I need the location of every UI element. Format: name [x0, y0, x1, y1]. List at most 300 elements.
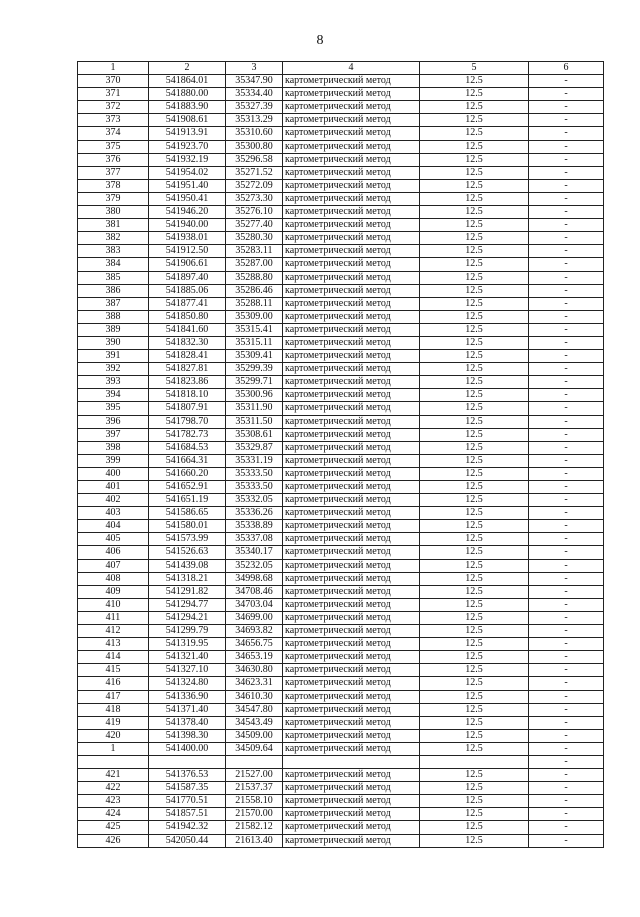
note-cell: - [529, 415, 604, 428]
table-row [78, 323, 604, 336]
method-cell: картометрический метод [283, 520, 420, 533]
accuracy-cell: 12.5 [420, 481, 529, 494]
accuracy-cell: 12.5 [420, 428, 529, 441]
x-coordinate-cell: 541660.20 [149, 467, 226, 480]
accuracy-cell: 12.5 [420, 821, 529, 834]
method-cell: картометрический метод [283, 507, 420, 520]
note-cell: - [529, 219, 604, 232]
note-cell: - [529, 769, 604, 782]
y-coordinate-cell: 35300.80 [226, 140, 283, 153]
table-row [78, 677, 604, 690]
table-row [78, 467, 604, 480]
y-coordinate-cell: 34998.68 [226, 572, 283, 585]
note-cell: - [529, 559, 604, 572]
accuracy-cell: 12.5 [420, 310, 529, 323]
note-cell: - [529, 467, 604, 480]
x-coordinate-cell: 541319.95 [149, 638, 226, 651]
table-row [78, 834, 604, 847]
x-coordinate-cell: 541299.79 [149, 625, 226, 638]
method-cell: картометрический метод [283, 127, 420, 140]
method-cell: картометрический метод [283, 494, 420, 507]
note-cell: - [529, 284, 604, 297]
y-coordinate-cell: 34543.49 [226, 716, 283, 729]
table-row [78, 192, 604, 205]
table-row [78, 454, 604, 467]
accuracy-cell: 12.5 [420, 834, 529, 847]
page-number: 8 [316, 33, 324, 48]
y-coordinate-cell: 35338.89 [226, 520, 283, 533]
x-coordinate-cell: 541321.40 [149, 651, 226, 664]
x-coordinate-cell: 541828.41 [149, 350, 226, 363]
point-number-cell: 382 [78, 232, 149, 245]
point-number-cell: 424 [78, 808, 149, 821]
y-coordinate-cell: 35347.90 [226, 75, 283, 88]
note-cell: - [529, 625, 604, 638]
y-coordinate-cell: 35332.05 [226, 494, 283, 507]
x-coordinate-cell: 541294.21 [149, 611, 226, 624]
method-cell: картометрический метод [283, 834, 420, 847]
y-coordinate-cell: 35299.71 [226, 376, 283, 389]
accuracy-cell: 12.5 [420, 494, 529, 507]
table-row [78, 742, 604, 755]
x-coordinate-cell: 541439.08 [149, 559, 226, 572]
method-cell: картометрический метод [283, 742, 420, 755]
method-cell: картометрический метод [283, 153, 420, 166]
y-coordinate-cell: 35277.40 [226, 219, 283, 232]
note-cell: - [529, 507, 604, 520]
y-coordinate-cell: 35331.19 [226, 454, 283, 467]
x-coordinate-cell: 541371.40 [149, 703, 226, 716]
note-cell: - [529, 611, 604, 624]
y-coordinate-cell: 35340.17 [226, 546, 283, 559]
x-coordinate-cell: 542050.44 [149, 834, 226, 847]
table-row [78, 415, 604, 428]
table-row [78, 284, 604, 297]
y-coordinate-cell: 35280.30 [226, 232, 283, 245]
point-number-cell: 388 [78, 310, 149, 323]
method-cell: картометрический метод [283, 428, 420, 441]
accuracy-cell: 12.5 [420, 520, 529, 533]
x-coordinate-cell: 541526.63 [149, 546, 226, 559]
y-coordinate-cell: 35315.41 [226, 323, 283, 336]
accuracy-cell: 12.5 [420, 546, 529, 559]
y-coordinate-cell: 35333.50 [226, 467, 283, 480]
point-number-cell: 413 [78, 638, 149, 651]
point-number-cell: 392 [78, 363, 149, 376]
x-coordinate-cell: 541938.01 [149, 232, 226, 245]
y-coordinate-cell: 21570.00 [226, 808, 283, 821]
y-coordinate-cell: 35276.10 [226, 206, 283, 219]
y-coordinate-cell: 34693.82 [226, 625, 283, 638]
accuracy-cell: 12.5 [420, 769, 529, 782]
note-cell: - [529, 310, 604, 323]
point-number-cell: 411 [78, 611, 149, 624]
method-cell: картометрический метод [283, 481, 420, 494]
y-coordinate-cell: 35232.05 [226, 559, 283, 572]
table-row [78, 114, 604, 127]
y-coordinate-cell: 34699.00 [226, 611, 283, 624]
x-coordinate-cell: 541324.80 [149, 677, 226, 690]
x-coordinate-cell: 541770.51 [149, 795, 226, 808]
note-cell: - [529, 88, 604, 101]
point-number-cell: 374 [78, 127, 149, 140]
x-coordinate-cell: 541376.53 [149, 769, 226, 782]
y-coordinate-cell: 35273.30 [226, 192, 283, 205]
accuracy-cell: 12.5 [420, 690, 529, 703]
note-cell: - [529, 140, 604, 153]
accuracy-cell: 12.5 [420, 651, 529, 664]
accuracy-cell: 12.5 [420, 585, 529, 598]
method-cell: картометрический метод [283, 454, 420, 467]
y-coordinate-cell: 34708.46 [226, 585, 283, 598]
x-coordinate-cell: 541951.40 [149, 179, 226, 192]
method-cell: картометрический метод [283, 598, 420, 611]
note-cell: - [529, 729, 604, 742]
accuracy-cell: 12.5 [420, 88, 529, 101]
table-row [78, 507, 604, 520]
accuracy-cell: 12.5 [420, 454, 529, 467]
accuracy-cell: 12.5 [420, 297, 529, 310]
y-coordinate-cell: 34623.31 [226, 677, 283, 690]
y-coordinate-cell: 21613.40 [226, 834, 283, 847]
table-row [78, 428, 604, 441]
accuracy-cell: 12.5 [420, 742, 529, 755]
table-row [78, 638, 604, 651]
y-coordinate-cell: 35309.41 [226, 350, 283, 363]
y-coordinate-cell: 35337.08 [226, 533, 283, 546]
method-cell: картометрический метод [283, 467, 420, 480]
x-coordinate-cell: 541857.51 [149, 808, 226, 821]
accuracy-cell: 12.5 [420, 611, 529, 624]
table-row [78, 769, 604, 782]
method-cell: картометрический метод [283, 585, 420, 598]
table-body [78, 75, 604, 848]
x-coordinate-cell: 541880.00 [149, 88, 226, 101]
point-number-cell: 393 [78, 376, 149, 389]
point-number-cell: 405 [78, 533, 149, 546]
y-coordinate-cell: 34703.04 [226, 598, 283, 611]
accuracy-cell: 12.5 [420, 153, 529, 166]
y-coordinate-cell: 35308.61 [226, 428, 283, 441]
y-coordinate-cell: 35333.50 [226, 481, 283, 494]
accuracy-cell: 12.5 [420, 729, 529, 742]
accuracy-cell: 12.5 [420, 625, 529, 638]
table-row [78, 585, 604, 598]
note-cell: - [529, 755, 604, 768]
note-cell: - [529, 441, 604, 454]
x-coordinate-cell: 541807.91 [149, 402, 226, 415]
note-cell: - [529, 114, 604, 127]
accuracy-cell: 12.5 [420, 533, 529, 546]
x-coordinate-cell: 541932.19 [149, 153, 226, 166]
note-cell: - [529, 153, 604, 166]
method-cell: картометрический метод [283, 192, 420, 205]
x-coordinate-cell: 541841.60 [149, 323, 226, 336]
y-coordinate-cell: 35296.58 [226, 153, 283, 166]
method-cell: картометрический метод [283, 101, 420, 114]
point-number-cell: 415 [78, 664, 149, 677]
table-row [78, 297, 604, 310]
table-row [78, 101, 604, 114]
x-coordinate-cell: 541587.35 [149, 782, 226, 795]
table-row [78, 402, 604, 415]
point-number-cell: 391 [78, 350, 149, 363]
header-col-4: 4 [283, 62, 420, 75]
header-col-6: 6 [529, 62, 604, 75]
y-coordinate-cell: 35286.46 [226, 284, 283, 297]
x-coordinate-cell: 541954.02 [149, 166, 226, 179]
accuracy-cell: 12.5 [420, 808, 529, 821]
note-cell: - [529, 101, 604, 114]
point-number-cell: 420 [78, 729, 149, 742]
x-coordinate-cell [149, 755, 226, 768]
method-cell [283, 755, 420, 768]
method-cell: картометрический метод [283, 821, 420, 834]
method-cell: картометрический метод [283, 271, 420, 284]
point-number-cell: 372 [78, 101, 149, 114]
x-coordinate-cell: 541318.21 [149, 572, 226, 585]
accuracy-cell: 12.5 [420, 559, 529, 572]
x-coordinate-cell: 541908.61 [149, 114, 226, 127]
table-row [78, 376, 604, 389]
x-coordinate-cell: 541906.61 [149, 258, 226, 271]
point-number-cell: 409 [78, 585, 149, 598]
table-row [78, 271, 604, 284]
y-coordinate-cell: 34610.30 [226, 690, 283, 703]
x-coordinate-cell: 541651.19 [149, 494, 226, 507]
method-cell: картометрический метод [283, 572, 420, 585]
method-cell: картометрический метод [283, 808, 420, 821]
y-coordinate-cell: 35311.50 [226, 415, 283, 428]
table-row [78, 795, 604, 808]
y-coordinate-cell: 35336.26 [226, 507, 283, 520]
method-cell: картометрический метод [283, 729, 420, 742]
point-number-cell: 423 [78, 795, 149, 808]
accuracy-cell: 12.5 [420, 219, 529, 232]
note-cell: - [529, 585, 604, 598]
note-cell: - [529, 494, 604, 507]
point-number-cell: 383 [78, 245, 149, 258]
point-number-cell: 419 [78, 716, 149, 729]
x-coordinate-cell: 541586.65 [149, 507, 226, 520]
note-cell: - [529, 232, 604, 245]
note-cell: - [529, 389, 604, 402]
table-row [78, 441, 604, 454]
method-cell: картометрический метод [283, 376, 420, 389]
x-coordinate-cell: 541877.41 [149, 297, 226, 310]
method-cell: картометрический метод [283, 350, 420, 363]
note-cell: - [529, 677, 604, 690]
note-cell: - [529, 428, 604, 441]
y-coordinate-cell: 34630.80 [226, 664, 283, 677]
table-row [78, 245, 604, 258]
y-coordinate-cell: 21537.37 [226, 782, 283, 795]
note-cell: - [529, 363, 604, 376]
x-coordinate-cell: 541782.73 [149, 428, 226, 441]
y-coordinate-cell: 35283.11 [226, 245, 283, 258]
x-coordinate-cell: 541294.77 [149, 598, 226, 611]
accuracy-cell: 12.5 [420, 192, 529, 205]
accuracy-cell: 12.5 [420, 467, 529, 480]
note-cell: - [529, 598, 604, 611]
note-cell: - [529, 808, 604, 821]
method-cell: картометрический метод [283, 114, 420, 127]
accuracy-cell: 12.5 [420, 389, 529, 402]
y-coordinate-cell: 35288.11 [226, 297, 283, 310]
table-row [78, 219, 604, 232]
x-coordinate-cell: 541850.80 [149, 310, 226, 323]
accuracy-cell: 12.5 [420, 336, 529, 349]
note-cell: - [529, 795, 604, 808]
table-row [78, 494, 604, 507]
table-row [78, 546, 604, 559]
method-cell: картометрический метод [283, 677, 420, 690]
method-cell: картометрический метод [283, 310, 420, 323]
note-cell: - [529, 572, 604, 585]
accuracy-cell: 12.5 [420, 363, 529, 376]
x-coordinate-cell: 541923.70 [149, 140, 226, 153]
x-coordinate-cell: 541818.10 [149, 389, 226, 402]
x-coordinate-cell: 541827.81 [149, 363, 226, 376]
accuracy-cell: 12.5 [420, 166, 529, 179]
note-cell: - [529, 716, 604, 729]
point-number-cell: 398 [78, 441, 149, 454]
point-number-cell: 377 [78, 166, 149, 179]
accuracy-cell: 12.5 [420, 572, 529, 585]
point-number-cell: 376 [78, 153, 149, 166]
x-coordinate-cell: 541580.01 [149, 520, 226, 533]
point-number-cell: 394 [78, 389, 149, 402]
x-coordinate-cell: 541573.99 [149, 533, 226, 546]
accuracy-cell: 12.5 [420, 271, 529, 284]
method-cell: картометрический метод [283, 782, 420, 795]
accuracy-cell: 12.5 [420, 716, 529, 729]
method-cell: картометрический метод [283, 638, 420, 651]
accuracy-cell: 12.5 [420, 350, 529, 363]
point-number-cell: 389 [78, 323, 149, 336]
point-number-cell: 397 [78, 428, 149, 441]
accuracy-cell: 12.5 [420, 127, 529, 140]
accuracy-cell: 12.5 [420, 206, 529, 219]
x-coordinate-cell: 541336.90 [149, 690, 226, 703]
method-cell: картометрический метод [283, 559, 420, 572]
x-coordinate-cell: 541798.70 [149, 415, 226, 428]
table-row [78, 690, 604, 703]
x-coordinate-cell: 541400.00 [149, 742, 226, 755]
point-number-cell: 399 [78, 454, 149, 467]
note-cell: - [529, 742, 604, 755]
y-coordinate-cell: 35327.39 [226, 101, 283, 114]
method-cell: картометрический метод [283, 219, 420, 232]
y-coordinate-cell: 34656.75 [226, 638, 283, 651]
accuracy-cell: 12.5 [420, 782, 529, 795]
point-number-cell: 417 [78, 690, 149, 703]
point-number-cell: 410 [78, 598, 149, 611]
point-number-cell: 390 [78, 336, 149, 349]
point-number-cell: 414 [78, 651, 149, 664]
table-row [78, 232, 604, 245]
y-coordinate-cell: 34509.64 [226, 742, 283, 755]
x-coordinate-cell: 541913.91 [149, 127, 226, 140]
table-row [78, 336, 604, 349]
note-cell: - [529, 166, 604, 179]
x-coordinate-cell: 541885.06 [149, 284, 226, 297]
table-row [78, 664, 604, 677]
y-coordinate-cell: 35329.87 [226, 441, 283, 454]
table-row [78, 625, 604, 638]
y-coordinate-cell: 35315.11 [226, 336, 283, 349]
note-cell: - [529, 664, 604, 677]
accuracy-cell: 12.5 [420, 75, 529, 88]
point-number-cell: 371 [78, 88, 149, 101]
method-cell: картометрический метод [283, 232, 420, 245]
y-coordinate-cell: 35311.90 [226, 402, 283, 415]
accuracy-cell: 12.5 [420, 402, 529, 415]
table-row [78, 782, 604, 795]
accuracy-cell: 12.5 [420, 258, 529, 271]
point-number-cell: 402 [78, 494, 149, 507]
accuracy-cell: 12.5 [420, 114, 529, 127]
point-number-cell: 379 [78, 192, 149, 205]
note-cell: - [529, 297, 604, 310]
x-coordinate-cell: 541942.32 [149, 821, 226, 834]
accuracy-cell: 12.5 [420, 598, 529, 611]
table-row [78, 153, 604, 166]
method-cell: картометрический метод [283, 284, 420, 297]
x-coordinate-cell: 541950.41 [149, 192, 226, 205]
x-coordinate-cell: 541883.90 [149, 101, 226, 114]
y-coordinate-cell: 35313.29 [226, 114, 283, 127]
point-number-cell: 406 [78, 546, 149, 559]
method-cell: картометрический метод [283, 140, 420, 153]
point-number-cell: 378 [78, 179, 149, 192]
note-cell: - [529, 245, 604, 258]
accuracy-cell [420, 755, 529, 768]
table-row [78, 206, 604, 219]
method-cell: картометрический метод [283, 206, 420, 219]
point-number-cell: 418 [78, 703, 149, 716]
y-coordinate-cell: 35309.00 [226, 310, 283, 323]
accuracy-cell: 12.5 [420, 638, 529, 651]
x-coordinate-cell: 541664.31 [149, 454, 226, 467]
y-coordinate-cell: 34509.00 [226, 729, 283, 742]
note-cell: - [529, 75, 604, 88]
table-row [78, 703, 604, 716]
y-coordinate-cell: 34547.80 [226, 703, 283, 716]
table-row [78, 350, 604, 363]
note-cell: - [529, 350, 604, 363]
y-coordinate-cell: 35300.96 [226, 389, 283, 402]
accuracy-cell: 12.5 [420, 284, 529, 297]
y-coordinate-cell: 21558.10 [226, 795, 283, 808]
table-row [78, 611, 604, 624]
method-cell: картометрический метод [283, 664, 420, 677]
x-coordinate-cell: 541378.40 [149, 716, 226, 729]
accuracy-cell: 12.5 [420, 376, 529, 389]
table-row [78, 179, 604, 192]
y-coordinate-cell: 35299.39 [226, 363, 283, 376]
y-coordinate-cell: 35271.52 [226, 166, 283, 179]
point-number-cell: 421 [78, 769, 149, 782]
y-coordinate-cell: 35272.09 [226, 179, 283, 192]
table-row [78, 520, 604, 533]
header-col-5: 5 [420, 62, 529, 75]
coordinates-table [77, 61, 604, 848]
y-coordinate-cell: 21582.12 [226, 821, 283, 834]
point-number-cell: 373 [78, 114, 149, 127]
point-number-cell: 400 [78, 467, 149, 480]
x-coordinate-cell: 541652.91 [149, 481, 226, 494]
